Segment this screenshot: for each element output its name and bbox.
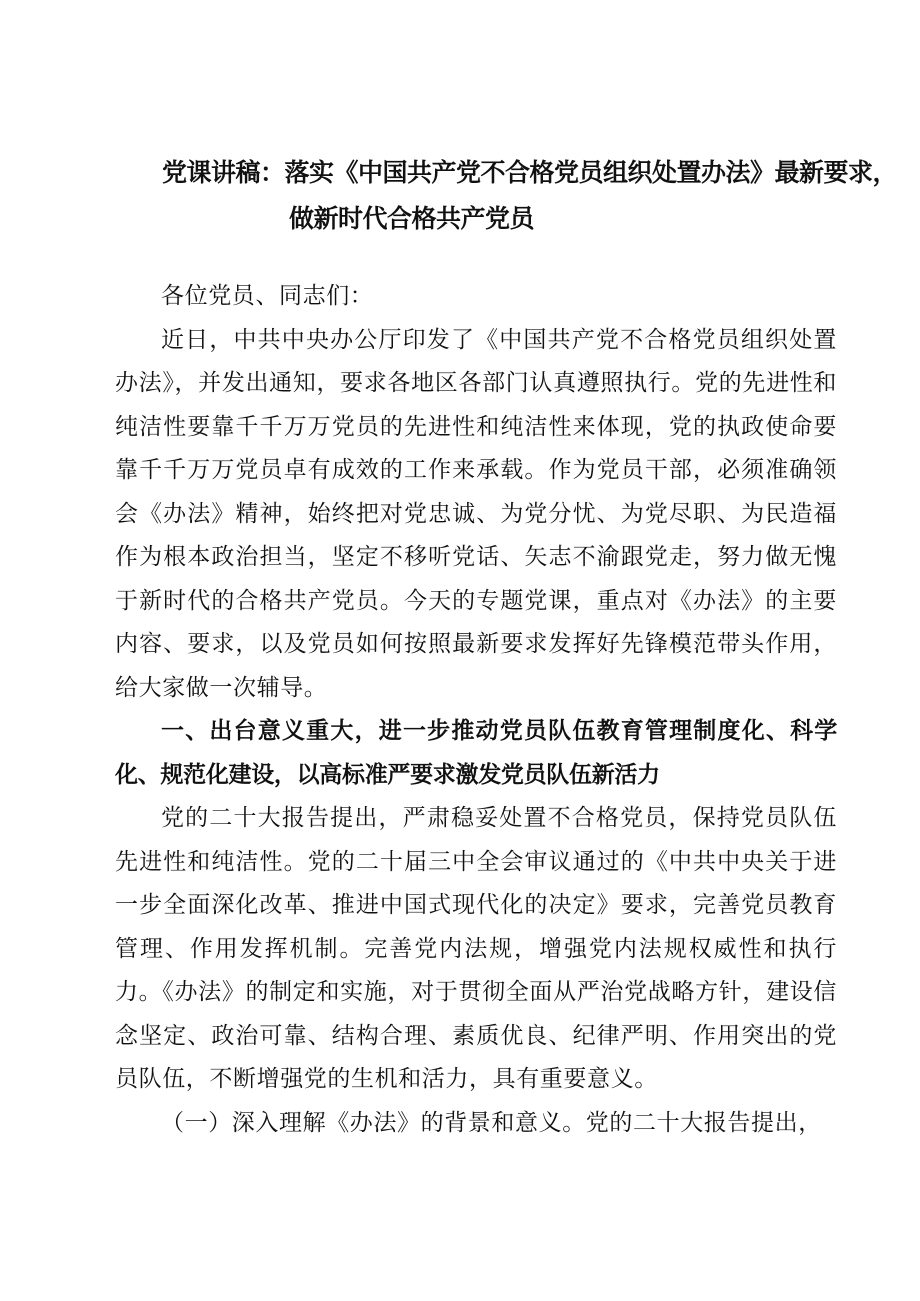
title-line-1: 党课讲稿：落实《中国共产党不合格党员组织处置办法》最新要求， <box>162 158 898 187</box>
section-1-heading: 一、出台意义重大，进一步推动党员队伍教育管理制度化、科学化、规范化建设，以高标准严要求激发党员队伍新活力 <box>115 718 837 788</box>
subsection-1-paragraph: （一）深入理解《办法》的背景和意义。党的二十大报告提出， <box>161 1109 822 1136</box>
title-line-2: 做新时代合格共产党员 <box>289 204 535 233</box>
document-body <box>115 275 837 1145</box>
document-title <box>0 150 920 242</box>
salutation: 各位党员、同志们： <box>161 283 374 309</box>
intro-paragraph: 近日，中共中央办公厅印发了《中国共产党不合格党员组织处置办法》，并发出通知，要求各地区各部门认真遵照执行。党的先进性和纯洁性要靠千千万万党员的先进性和纯洁性来体现，党的执政使命要靠千千万万党员卓有成效的工作来承载。作为党员干部，必须准确领会《办法》精神，始终把对党忠诚、为党分忧、为党尽职、为民造福作为根本政治担当，坚定不移听党话、矢志不渝跟党走，努力做无愧于新时代的合格共产党员。今天的专题党课，重点对《办法》的主要内容、要求，以及党员如何按照最新要求发挥好先锋模范带头作用，给大家做一次辅导。 <box>115 326 837 701</box>
section-1-paragraph: 党的二十大报告提出，严肃稳妥处置不合格党员，保持党员队伍先进性和纯洁性。党的二十届三中全会审议通过的《中共中央关于进一步全面深化改革、推进中国式现代化的决定》要求，完善党员教育管理、作用发挥机制。完善党内法规，增强党内法规权威性和执行力。《办法》的制定和实施，对于贯彻全面从严治党战略方针，建设信念坚定、政治可靠、结构合理、素质优良、纪律严明、作用突出的党员队伍，不断增强党的生机和活力，具有重要意义。 <box>115 805 837 1092</box>
